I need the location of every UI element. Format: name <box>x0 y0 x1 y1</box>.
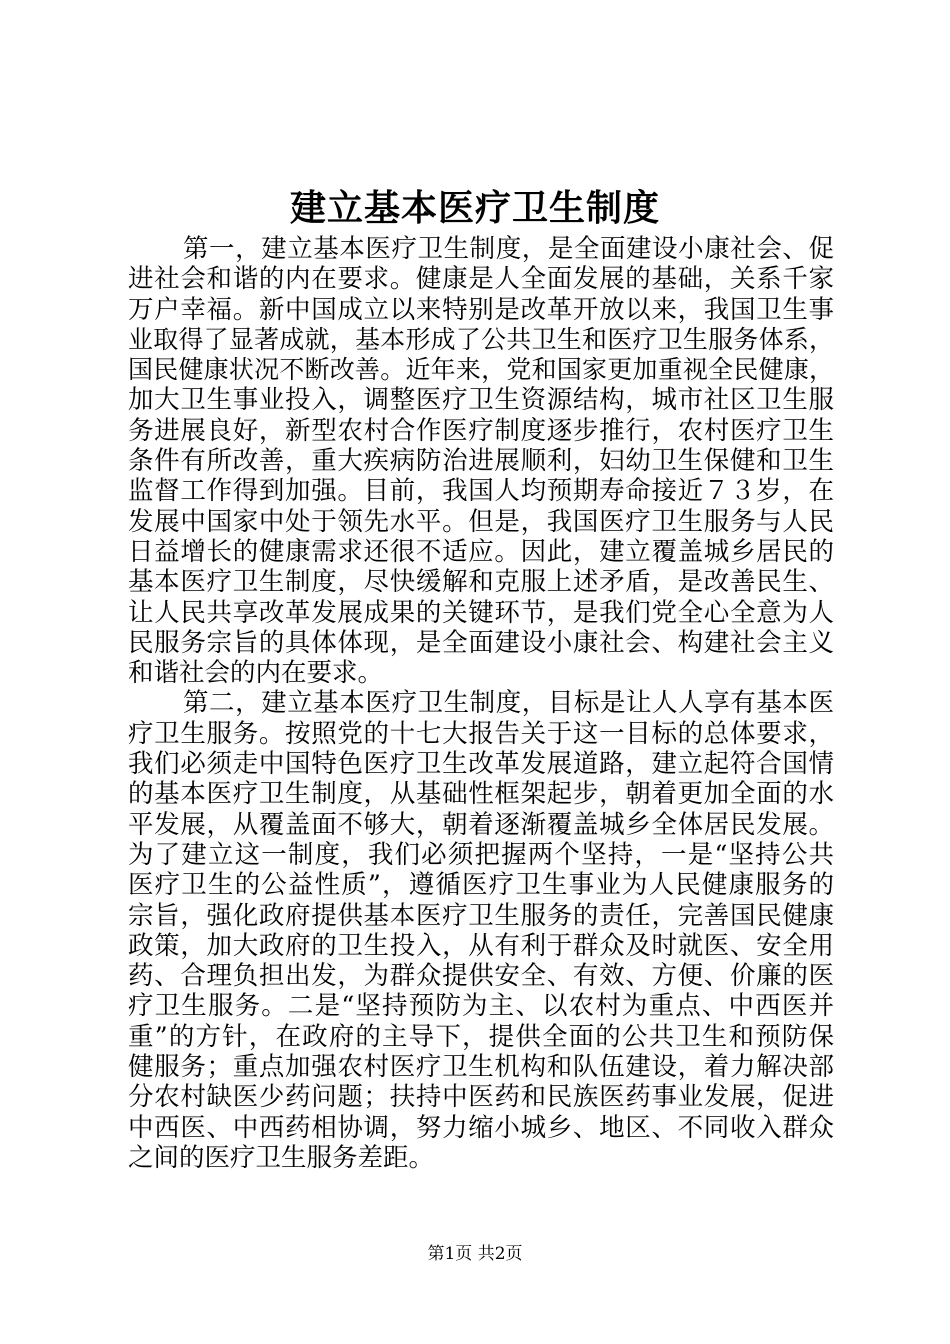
text-line: 业取得了显著成就，基本形成了公共卫生和医疗卫生服务体系， <box>128 324 834 354</box>
text-line: 平发展，从覆盖面不够大，朝着逐渐覆盖城乡全体居民发展。 <box>128 809 834 840</box>
text-line: 为了建立这一制度，我们必须把握两个坚持，一是“坚持公共 <box>128 839 834 870</box>
text-line: 基本医疗卫生制度，尽快缓解和克服上述矛盾，是改善民生、 <box>128 567 834 598</box>
text-line: 疗卫生服务。二是“坚持预防为主、以农村为重点、中西医并 <box>128 991 834 1022</box>
text-line: 第二，建立基本医疗卫生制度，目标是让人人享有基本医 <box>183 688 834 719</box>
text-line: 健服务；重点加强农村医疗卫生机构和队伍建设，着力解决部 <box>128 1052 834 1083</box>
text-line: 药、合理负担出发，为群众提供安全、有效、方便、价廉的医 <box>128 961 834 992</box>
paragraph <box>128 234 834 688</box>
text-line: 我们必须走中国特色医疗卫生改革发展道路，建立起符合国情 <box>128 749 834 780</box>
text-line: 国民健康状况不断改善。近年来，党和国家更加重视全民健康， <box>128 355 834 385</box>
text-line: 医疗卫生的公益性质”，遵循医疗卫生事业为人民健康服务的 <box>128 870 834 901</box>
document-body <box>128 234 834 1173</box>
text-line: 监督工作得到加强。目前，我国人均预期寿命接近７３岁，在 <box>128 476 834 507</box>
text-line: 条件有所改善，重大疾病防治进展顺利，妇幼卫生保健和卫生 <box>128 446 834 477</box>
text-line: 加大卫生事业投入，调整医疗卫生资源结构，城市社区卫生服 <box>128 385 834 416</box>
text-line: 发展中国家中处于领先水平。但是，我国医疗卫生服务与人民 <box>128 506 834 537</box>
text-line: 日益增长的健康需求还很不适应。因此，建立覆盖城乡居民的 <box>128 536 834 567</box>
text-line: 让人民共享改革发展成果的关键环节，是我们党全心全意为人 <box>128 597 834 628</box>
text-line: 政策，加大政府的卫生投入，从有利于群众及时就医、安全用 <box>128 930 834 961</box>
paragraph <box>128 688 834 1173</box>
text-line: 的基本医疗卫生制度，从基础性框架起步，朝着更加全面的水 <box>128 779 834 810</box>
text-line: 务进展良好，新型农村合作医疗制度逐步推行，农村医疗卫生 <box>128 415 834 446</box>
page-title: 建立基本医疗卫生制度 <box>289 187 660 229</box>
text-line: 重”的方针，在政府的主导下，提供全面的公共卫生和预防保 <box>128 1021 834 1052</box>
page-footer: 第1页 共2页 <box>427 1244 523 1264</box>
text-line: 分农村缺医少药问题；扶持中医药和民族医药事业发展，促进 <box>128 1082 834 1113</box>
text-line: 中西医、中西药相协调，努力缩小城乡、地区、不同收入群众 <box>128 1112 834 1143</box>
text-line: 和谐社会的内在要求。 <box>128 658 384 689</box>
text-line: 宗旨，强化政府提供基本医疗卫生服务的责任，完善国民健康 <box>128 900 834 931</box>
text-line: 疗卫生服务。按照党的十七大报告关于这一目标的总体要求， <box>128 718 834 749</box>
text-line: 之间的医疗卫生服务差距。 <box>128 1142 435 1173</box>
text-line: 第一，建立基本医疗卫生制度，是全面建设小康社会、促 <box>183 234 834 264</box>
text-line: 进社会和谐的内在要求。健康是人全面发展的基础，关系千家 <box>128 264 834 295</box>
text-line: 民服务宗旨的具体体现，是全面建设小康社会、构建社会主义 <box>128 627 834 658</box>
text-line: 万户幸福。新中国成立以来特别是改革开放以来，我国卫生事 <box>128 294 834 325</box>
